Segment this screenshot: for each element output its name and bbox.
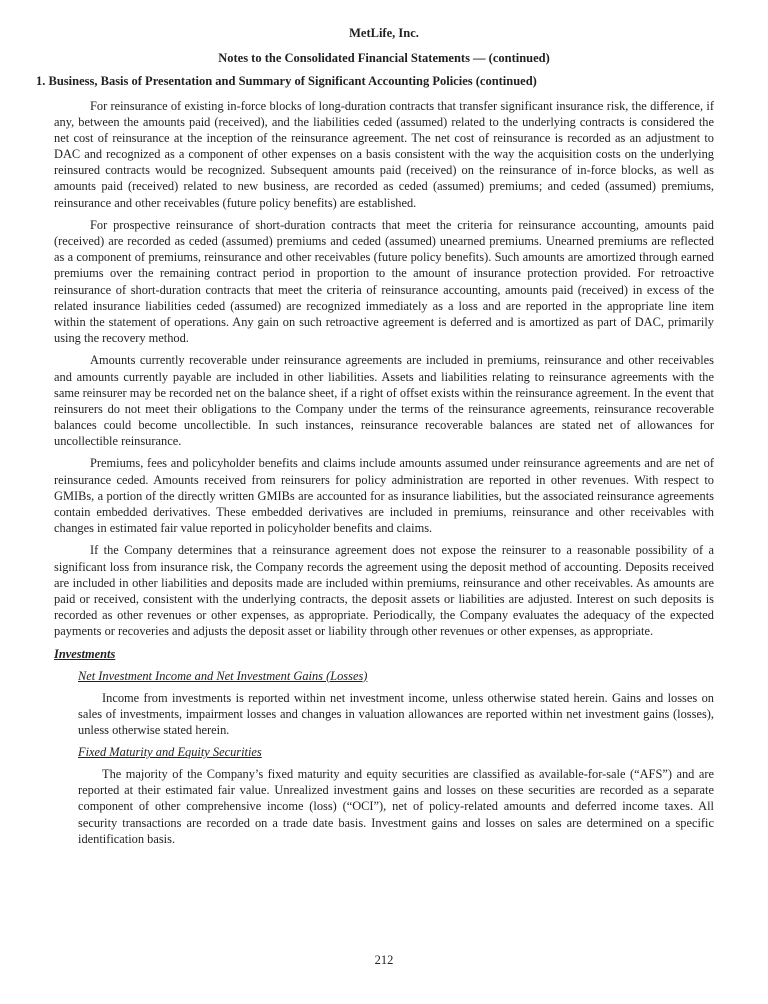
paragraph-deposit-method: If the Company determines that a reinsurance agreement does not expose the reinsurer to a reasonable possibility of a significant loss from insurance risk, the Company records the agreement using the deposit method of accounting. Deposits received are included in other liabilities and deposits made are included within premiums, reinsurance and other receivables. As amounts are paid or received, consistent with the underlying contracts, the deposit assets or liabilities are adjusted. Interest on such deposits is recorded as other revenues or other expenses, as appropriate. Periodically, the Company evaluates the adequacy of the expected payments or recoveries and adjusts the deposit asset or liability through other revenues or other expenses, as appropriate. — [54, 543, 714, 638]
paragraph-short-duration-reinsurance: For prospective reinsurance of short-duration contracts that meet the criteria for reinsurance accounting, amounts paid (received) are recorded as ceded (assumed) premiums and ceded (assumed) unearned premiums. Unearned premiums are reflected as a component of premiums, reinsurance and other receivables (future policy benefits). Such amounts are amortized through earned premiums over the remaining contract period in proportion to the amount of insurance protection provided. For retroactive reinsurance of short-duration contracts that meet the criteria of reinsurance accounting, amounts paid (received) in excess of the related insurance liabilities ceded (assumed) are recognized immediately as a loss and are reported in the appropriate line item within the statement of operations. Any gain on such retroactive agreement is deferred and is amortized as part of DAC, primarily using the recovery method. — [54, 218, 714, 345]
company-name: MetLife, Inc. — [349, 26, 419, 40]
investments-heading: Investments — [54, 646, 116, 661]
paragraph-premiums-fees: Premiums, fees and policyholder benefits and claims include amounts assumed under reinsurance agreements and are net of reinsurance ceded. Amounts received from reinsurers for policy administration are reported in other revenues. With respect to GMIBs, a portion of the directly written GMIBs are accounted for as insurance liabilities, but the associated reinsurance agreements contain embedded derivatives. These embedded derivatives are included in premiums, reinsurance and other receivables with changes in estimated fair value reported in policyholder benefits and claims. — [54, 456, 714, 535]
paragraph-recoverable-amounts: Amounts currently recoverable under reinsurance agreements are included in premiums, reinsurance and other receivables and amounts currently payable are included in other liabilities. Assets and liabilities relating to reinsurance agreements with the same reinsurer may be recorded net on the balance sheet, if a right of offset exists within the reinsurance agreement. In the event that reinsurers do not meet their obligations to the Company under the terms of the reinsurance agreements, reinsurance recoverable balances could become uncollectible. In such instances, reinsurance recoverable balances are stated net of allowances for uncollectible reinsurance. — [54, 353, 714, 448]
paragraph-net-investment-income: Income from investments is reported within net investment income, unless otherwise stated herein. Gains and losses on sales of investments, impairment losses and changes in valuation allowances are reported within net investment gains (losses), unless otherwise stated herein. — [78, 690, 714, 737]
paragraph-fixed-maturity: The majority of the Company’s fixed maturity and equity securities are classified as available-for-sale (“AFS”) and are reported at their estimated fair value. Unrealized investment gains and losses on these securities are recorded as a separate component of other comprehensive income (loss) (“OCI”), net of policy-related amounts and deferred income taxes. All security transactions are recorded on a trade date basis. Investment gains and losses on sales are determined on a specific identification basis. — [78, 767, 714, 846]
section-title: 1. Business, Basis of Presentation and Summary of Significant Accounting Policies (continued) — [36, 74, 537, 88]
document-body — [54, 98, 714, 853]
page-number: 212 — [374, 953, 394, 967]
subheading-fixed-maturity: Fixed Maturity and Equity Securities — [78, 745, 262, 760]
subheading-net-investment-income: Net Investment Income and Net Investment Gains (Losses) — [78, 668, 368, 683]
paragraph-inforce-reinsurance: For reinsurance of existing in-force blocks of long-duration contracts that transfer significant insurance risk, the difference, if any, between the amounts paid (received), and the liabilities ceded (assumed) related to the underlying contracts is considered the net cost of reinsurance at the inception of the reinsurance agreement. The net cost of reinsurance is recorded as an adjustment to DAC and recognized as a component of other expenses on a basis consistent with the way the acquisition costs on the underlying reinsured contracts would be recognized. Subsequent amounts paid (received) on the reinsurance of in-force blocks, as well as amounts paid (received) related to new business, are recorded as ceded (assumed) premiums; and ceded (assumed) premiums, reinsurance and other receivables (future policy benefits) are established. — [54, 99, 714, 210]
notes-title: Notes to the Consolidated Financial Statements — (continued) — [218, 51, 550, 65]
